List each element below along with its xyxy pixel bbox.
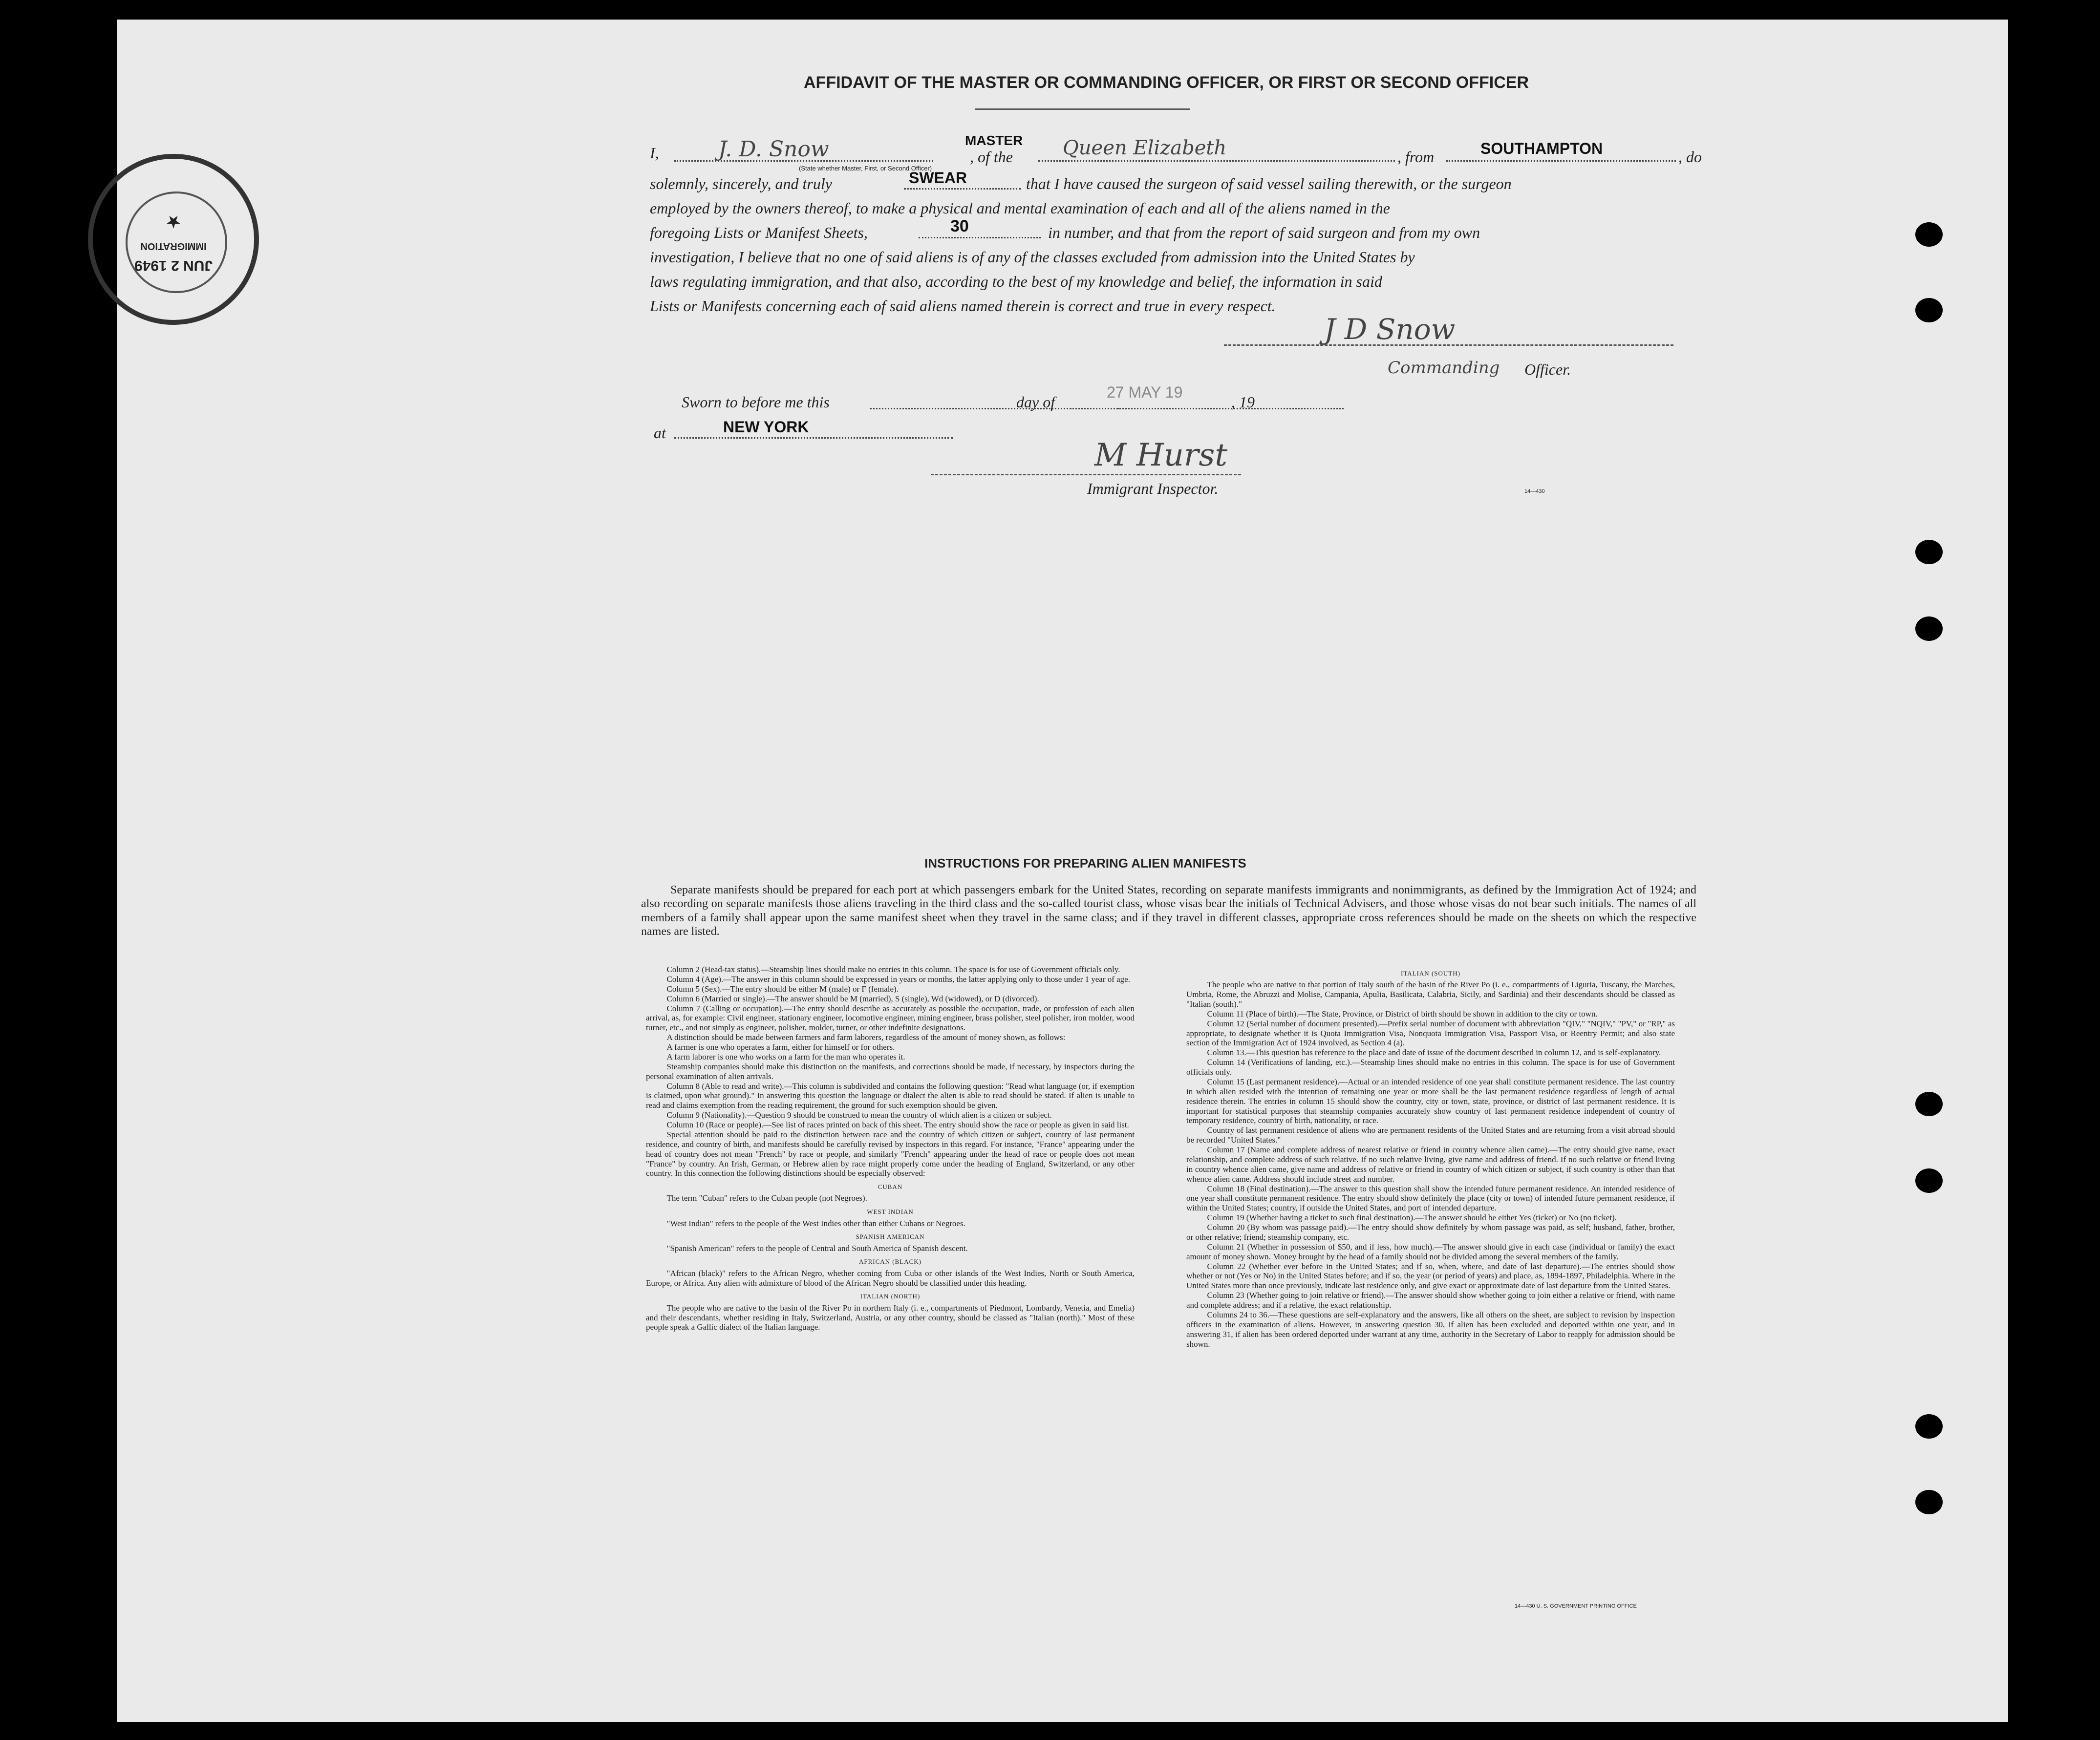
heading-african: AFRICAN (BLACK) [858, 1258, 922, 1266]
instructions-title: INSTRUCTIONS FOR PREPARING ALIEN MANIFESTS [924, 856, 1246, 870]
col9-text: Column 9 (Nationality).—Question 9 should be construed to mean the country of which alien is a citizen or subject. [666, 1110, 1052, 1120]
year-prefix: , 19 [1231, 393, 1255, 411]
printing-office-footer: 14—430 U. S. GOVERNMENT PRINTING OFFICE [1515, 1603, 1637, 1609]
col19-text: Column 19 (Whether having a ticket to such final destination).—The answer should be either Yes (ticket) or No (no ticket). [1207, 1213, 1617, 1223]
heading-spanish-american: SPANISH AMERICAN [856, 1233, 925, 1241]
punch-hole [1915, 1414, 1943, 1439]
stamp-date: JUN 2 1949 [134, 257, 213, 274]
farmer-def: A farmer is one who operates a farm, either for himself or for others. [666, 1042, 895, 1052]
punch-hole [1915, 1168, 1943, 1193]
affidavit-text-3b: in number, and that from the report of said surgeon and from my own [1048, 224, 1480, 241]
col18-text: Column 18 (Final destination).—The answer to this question shall show the intended future permanent residence. An intended residence of one year shall constitute permanent residence. The entry should show definitely the place (city or town) of intended future permanent residence, if within the United States; country, if outside the United States, and port of intended departure. [1186, 1184, 1675, 1213]
at-label: at [654, 424, 666, 442]
col17-text: Column 17 (Name and complete address of nearest relative or friend in country whence alien came).—The entry should give name, exact relationship, and complete address of such relative. If no such relative living, give name and address of friend. If no such relative or friend living in country whence alien came, give name and address of relative or friend in country of which citizen or subject, if such country is other than that whence alien came. Address should include street and number. [1186, 1145, 1675, 1184]
inspector-label: Immigrant Inspector. [1087, 480, 1219, 497]
punch-hole [1915, 540, 1943, 564]
sworn-place: NEW YORK [723, 418, 809, 436]
sworn-label: Sworn to before me this [682, 393, 830, 411]
alien-count: 30 [950, 217, 969, 235]
heading-italian-north: ITALIAN (NORTH) [860, 1293, 921, 1300]
officer-title-handwritten: Commanding [1388, 358, 1500, 378]
instructions-intro: Separate manifests should be prepared for each port at which passengers embark for the United States, recording on separate manifests immigrants and nonimmigrants, as defined by the Immigration Act of 1924; and also recording on separate manifests those aliens traveling in the third class and the so-called tourist class, whose visas bear the initials of Technical Advisers, and those whose visas do not bear such initials. The names of all members of a family shall appear upon the same manifest sheet when they travel in the same class; and if they travel in different classes, appropriate cross references should be made on the sheets on which the respective names are listed. [641, 884, 1696, 938]
affidavit-text-5: laws regulating immigration, and that also, according to the best of my knowledge and belief, the information in said [650, 273, 1382, 290]
officer-suffix: Officer. [1524, 361, 1571, 378]
col6-text: Column 6 (Married or single).—The answer should be M (married), S (single), Wd (widowed), or D (divorced). [666, 994, 1039, 1003]
punch-hole [1915, 1490, 1943, 1514]
from-label: , from [1397, 148, 1435, 166]
heading-west-indian: WEST INDIAN [867, 1208, 914, 1216]
immigration-stamp [88, 154, 259, 325]
rank-typed: MASTER [965, 133, 1023, 148]
farm-laborer-def: A farm laborer is one who works on a farm for the man who operates it. [666, 1052, 905, 1061]
affidavit-text-2: employed by the owners thereof, to make a physical and mental examination of each and all of the aliens named in the [650, 199, 1390, 217]
ship-name-handwritten: Queen Elizabeth [1063, 137, 1227, 159]
col11-text: Column 11 (Place of birth).—The State, Province, or District of birth should be shown in addition to the city or town. [1207, 1009, 1598, 1019]
punch-hole [1915, 616, 1943, 641]
punch-hole [1915, 298, 1943, 322]
day-of-label: day of [1016, 393, 1055, 411]
cuban-text: The term "Cuban" refers to the Cuban people (not Negroes). [666, 1193, 867, 1203]
col2-text: Column 2 (Head-tax status).—Steamship lines should make no entries in this column. The space is for use of Government officials only. [666, 965, 1120, 974]
title-rule [975, 108, 1190, 110]
spanish-american-text: "Spanish American" refers to the people of Central and South America of Spanish descent. [666, 1243, 968, 1253]
col7-text: Column 7 (Calling or occupation).—The entry should describe as accurately as possible the occupation, trade, or profession of each alien arrival, as, for example: Civil engineer, stationary engineer, locomotive engineer, mining engineer, brass polisher, steel polisher, iron molder, wood turner, etc., and not simply as engineer, polisher, molder, turner, or other indefinite designations. [646, 1003, 1135, 1033]
affidavit-text-4: investigation, I believe that no one of said aliens is of any of the classes excluded from admission into the United States by [650, 248, 1415, 266]
farmer-distinction: A distinction should be made between farmers and farm laborers, regardless of the amount of money shown, as follows: [666, 1033, 1066, 1042]
affidavit-i: I, [650, 144, 659, 162]
do-label: , do [1678, 148, 1702, 166]
oath-type: SWEAR [909, 169, 967, 187]
stamp-label: IMMIGRATION [140, 241, 207, 252]
heading-cuban: CUBAN [878, 1183, 903, 1191]
col12-text: Column 12 (Serial number of document presented).—Prefix serial number of document with abbreviation "QIV," "NQIV," "PV," or "RP," as appropriate, to designate whether it is Quota Immigration Visa, Nonquota Immigration Visa, Passport Visa, or Reentry Permit; and also state section of the Immigration Act of 1924 involved, as Section 4 (a). [1186, 1019, 1675, 1048]
affidavit-text-1: that I have caused the surgeon of said vessel sailing therewith, or the surgeon [1026, 175, 1512, 192]
master-signature: J D Snow [1324, 313, 1456, 346]
punch-hole [1915, 1092, 1943, 1116]
rank-note: (State whether Master, First, or Second Officer) [799, 165, 932, 172]
instructions-left-column [646, 965, 1135, 1332]
manifest-page [117, 20, 2008, 1722]
sworn-date-stamp: 27 MAY 19 [1107, 383, 1183, 401]
race-distinction: Special attention should be paid to the distinction between race and the country of which citizen or subject, country of last permanent residence, and country of birth, and manifests should be carefully revised by inspectors in this regard. For instance, "France" appearing under the head of country does not mean "French" by race or people, and similarly "French" appearing under the head of race or people does not mean "France" by country. An Irish, German, or Hebrew alien by race might properly come under the heading of England, Switzerland, or any other country. In this connection the following distinctions should be especially observed: [646, 1129, 1135, 1178]
master-name-handwritten: J. D. Snow [718, 137, 829, 162]
stamp-mark: ★ [165, 212, 182, 232]
col5-text: Column 5 (Sex).—The entry should be either M (male) or F (female). [666, 984, 899, 994]
col14-text: Column 14 (Verifications of landing, etc.).—Steamship lines should make no entries in this column. The space is for use of Government officials only. [1186, 1058, 1675, 1077]
col10-text: Column 10 (Race or people).—See list of races printed on back of this sheet. The entry should show the race or people as given in said list. [666, 1120, 1129, 1129]
affidavit-text-3a: foregoing Lists or Manifest Sheets, [650, 224, 868, 241]
affidavit-title: AFFIDAVIT OF THE MASTER OR COMMANDING OFFICER, OR FIRST OR SECOND OFFICER [804, 73, 1529, 92]
col24-36-text: Columns 24 to 36.—These questions are self-explanatory and the answers, like all others on the sheet, are subject to revision by inspection officers in the examination of aliens. However, in answering question 30, if alien has been excluded and deported within one year, and in answering 31, if alien has been ordered deported under warrant at any time, authority in the Secretary of Labor to reapply for admission should be shown. [1186, 1310, 1675, 1349]
west-indian-text: "West Indian" refers to the people of the West Indies other than either Cubans or Negroes. [666, 1218, 965, 1228]
instructions-right-column [1186, 965, 1675, 1349]
col20-text: Column 20 (By whom was passage paid).—The entry should show definitely by whom passage was paid, as self; husband, father, brother, or other relative; friend; steamship company, etc. [1186, 1223, 1675, 1242]
african-text: "African (black)" refers to the African Negro, whether coming from Cuba or other islands of the West Indies, North or South America, Europe, or Africa. Any alien with admixture of blood of the African Negro should be classified under this heading. [646, 1268, 1135, 1288]
col8-text: Column 8 (Able to read and write).—This column is subdivided and contains the following question: "Read what language (or, if exemption is claimed, upon what ground)." In answering this question the language or dialect the alien is able to read should be stated. If alien is unable to read and claims exemption from the reading requirement, the ground for such exemption should be given. [646, 1081, 1135, 1110]
inspector-signature: M Hurst [1094, 437, 1228, 473]
italian-south-text: The people who are native to that portion of Italy south of the basin of the River Po (i. e., compartments of Liguria, Tuscany, the Marches, Umbria, Rome, the Abruzzi and Molise, Campania, Apulia, Basilicata, Calabria, Sicily, and Sardinia) and their descendants should be classed as "Italian (south)." [1186, 980, 1675, 1009]
heading-italian-south: ITALIAN (SOUTH) [1401, 970, 1460, 977]
col21-text: Column 21 (Whether in possession of $50, and if less, how much).—The answer should give in each case (individual or family) the exact amount of money shown. Money brought by the head of a family should not be divided among the several members of the family. [1186, 1242, 1675, 1261]
affidavit-text-6: Lists or Manifests concerning each of said aliens named therein is correct and true in every respect. [650, 297, 1276, 315]
solemnly-label: solemnly, sincerely, and truly [650, 175, 832, 192]
steamship-note: Steamship companies should make this distinction on the manifests, and corrections should be made, if necessary, by inspectors during the personal examination of alien arrivals. [646, 1061, 1135, 1081]
italian-north-text: The people who are native to the basin of the River Po in northern Italy (i. e., compartments of Piedmont, Lombardy, Venetia, and Emelia) and their descendants, whether residing in Italy, Switzerland, Austria, or any other country, should be classed as "Italian (north)." Most of these people speak a Gallic dialect of the Italian language. [646, 1303, 1135, 1332]
col13-text: Column 13.—This question has reference to the place and date of issue of the document described in column 12, and is self-explanatory. [1207, 1048, 1661, 1058]
form-number: 14—430 [1524, 488, 1545, 494]
of-the-label: , of the [970, 148, 1013, 166]
col15-note: Country of last permanent residence of aliens who are permanent residents of the United States and are returning from a visit abroad should be recorded "United States." [1186, 1125, 1675, 1145]
col15-text: Column 15 (Last permanent residence).—Actual or an intended residence of one year shall constitute permanent residence. The last country in which alien resided with the intention of remaining one year or more shall be the last permanent residence regardless of length of actual residence therein. The entries in column 15 should show the country, city or town, state, province, or district of last permanent residence. It is important for statistical purposes that steamship companies accurately show country of last permanent residence independent of country of temporary residence, country of birth, nationality, or race. [1186, 1077, 1675, 1125]
departure-port: SOUTHAMPTON [1480, 140, 1603, 157]
col4-text: Column 4 (Age).—The answer in this column should be expressed in years or months, the latter applying only to those under 1 year of age. [666, 974, 1130, 984]
punch-hole [1915, 222, 1943, 247]
col22-text: Column 22 (Whether ever before in the United States; and if so, when, where, and date of last departure).—The entries should show whether or not (Yes or No) in the United States before; and if so, the year (or period of years) and place, as, 1894-1897, Philadelphia. Where in the United States more than once previously, indicate last residence only, and give exact or approximate date of last departure from the United States. [1186, 1261, 1675, 1291]
col23-text: Column 23 (Whether going to join relative or friend).—The answer should show whether going to join either a relative or friend, with name and complete address; and if a relative, the exact relationship. [1186, 1291, 1675, 1310]
